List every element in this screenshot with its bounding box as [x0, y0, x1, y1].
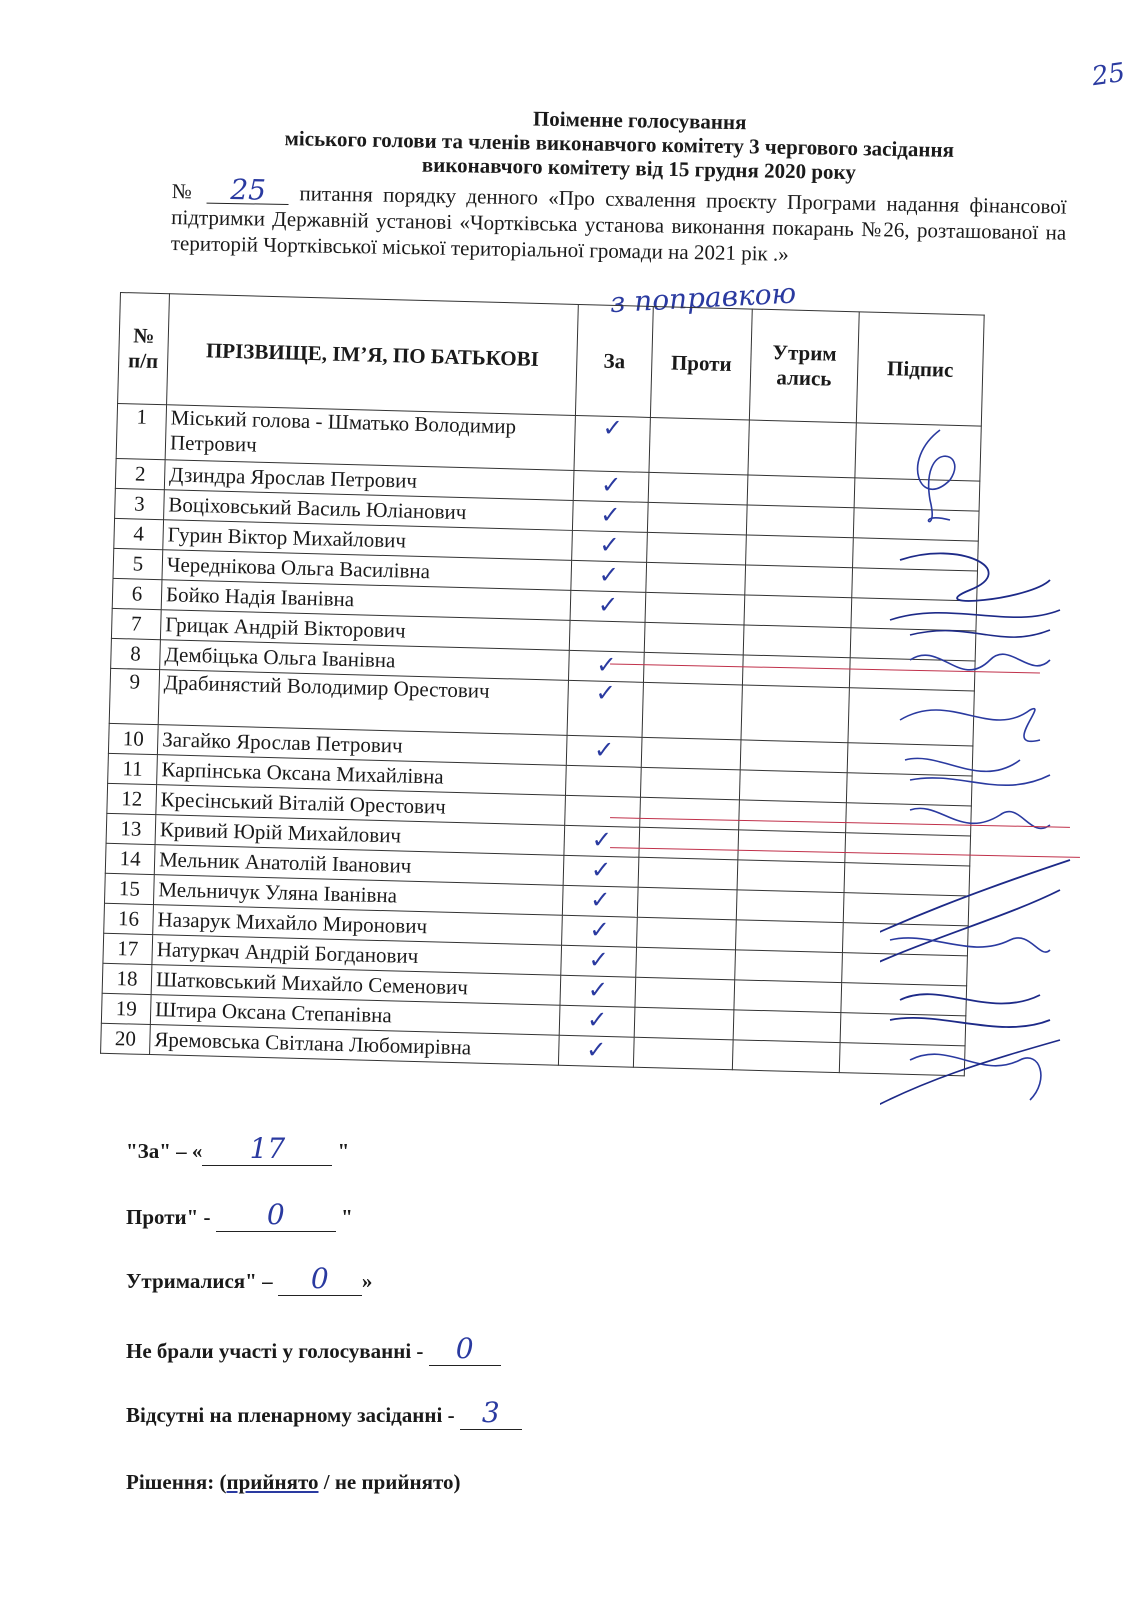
za-close: " — [337, 1139, 350, 1163]
row-utrymalys — [741, 685, 849, 743]
agenda-topic — [170, 173, 1067, 320]
row-name: Міський голова - Шматько Володимир Петрович — [165, 405, 575, 471]
row-za-check: ✓ — [574, 415, 650, 472]
table-body — [101, 403, 982, 1075]
row-za-check — [565, 795, 641, 827]
row-proty — [648, 472, 748, 505]
row-number: 20 — [101, 1023, 151, 1054]
document-header — [159, 100, 1080, 188]
row-za-check: ✓ — [571, 560, 647, 592]
row-za-check: ✓ — [566, 735, 642, 767]
row-za-check: ✓ — [572, 530, 648, 562]
number-prefix: № — [171, 178, 198, 204]
row-utrymalys — [740, 740, 848, 773]
handwritten-item-number: 25 — [207, 177, 289, 205]
row-utrymalys — [748, 420, 856, 478]
title-line-2: міського голови та членів виконавчого комітету 3 чергового засідання — [284, 126, 955, 162]
summary-rishennia — [126, 1470, 460, 1495]
handwritten-note: з поправкою — [609, 276, 797, 320]
row-proty — [637, 917, 737, 950]
proty-label: Проти" - — [126, 1205, 211, 1229]
utr-label: Утрималися" – — [126, 1269, 273, 1293]
row-number: 1 — [116, 403, 166, 459]
title-line-3: виконавчого комітету від 15 грудня 2020 року — [421, 152, 857, 185]
za-label: "За" – « — [126, 1139, 203, 1163]
row-proty — [634, 1007, 734, 1040]
row-name: Яремовська Світлана Любомирівна — [150, 1025, 560, 1066]
row-za-check: ✓ — [562, 885, 638, 917]
row-utrymalys — [739, 770, 847, 803]
row-number: 14 — [105, 843, 155, 874]
title-line-1: Поіменне голосування — [532, 106, 747, 135]
row-utrymalys — [734, 980, 842, 1013]
summary-ne-braly — [126, 1332, 501, 1366]
row-utrymalys — [733, 1010, 841, 1043]
row-name: Загайко Ярослав Петрович — [157, 725, 567, 766]
row-name: Кресінський Віталій Орестович — [156, 785, 566, 826]
row-utrymalys — [747, 475, 855, 508]
row-utrymalys — [743, 625, 851, 658]
rishennia-label: Рішення: ( — [126, 1470, 227, 1494]
row-name: Бойко Надія Іванівна — [161, 580, 571, 621]
row-number: 18 — [102, 963, 152, 994]
vote-table — [100, 292, 985, 1076]
vote-table-wrapper — [100, 292, 985, 1076]
row-number: 16 — [104, 903, 154, 934]
row-utrymalys — [737, 860, 845, 893]
row-number: 9 — [109, 668, 159, 724]
row-utrymalys — [736, 890, 844, 923]
row-za-check: ✓ — [563, 855, 639, 887]
row-proty — [639, 827, 739, 860]
row-number: 8 — [111, 638, 161, 669]
row-proty — [638, 857, 738, 890]
header-no: № п/п — [118, 293, 170, 405]
row-za-check: ✓ — [561, 945, 637, 977]
row-utrymalys — [739, 800, 847, 833]
row-name: Дзиндра Ярослав Петрович — [164, 460, 574, 501]
row-utrymalys — [735, 920, 843, 953]
row-number: 6 — [112, 578, 162, 609]
row-number: 10 — [108, 723, 158, 754]
row-name: Мельничук Уляна Іванівна — [153, 875, 563, 916]
ne-braly-value: 0 — [429, 1332, 501, 1366]
header-utrymalys: Утрим ались — [749, 309, 859, 423]
row-name: Воціховський Василь Юліанович — [164, 490, 574, 531]
row-proty — [640, 767, 740, 800]
row-name: Натуркач Андрій Богданович — [152, 935, 562, 976]
row-number: 5 — [113, 548, 163, 579]
row-utrymalys — [738, 830, 846, 863]
header-name: ПРІЗВИЩЕ, ІМ’Я, ПО БАТЬКОВІ — [167, 294, 579, 416]
topic-text: питання порядку денного «Про схвалення проєкту Програми надання фінансової підтримки Державній установі «Чортківська установа виконання покарань №26, розташованої на територій Чортківської міської територіальної громади на 2021 рік .» — [170, 181, 1067, 266]
row-proty — [649, 417, 749, 475]
proty-value: 0 — [216, 1198, 336, 1232]
row-name: Кривий Юрій Михайлович — [155, 815, 565, 856]
row-za-check: ✓ — [562, 915, 638, 947]
summary-za — [126, 1132, 349, 1166]
row-name: Карпінська Оксана Михайлівна — [157, 755, 567, 796]
row-za-check — [569, 620, 645, 652]
summary-vidsutni — [126, 1396, 522, 1430]
row-proty — [645, 592, 745, 625]
row-name: Грицак Андрій Вікторович — [160, 610, 570, 651]
row-proty — [633, 1037, 733, 1070]
row-name: Назарук Михайло Миронович — [153, 905, 563, 946]
row-utrymalys — [742, 655, 850, 688]
za-value: 17 — [202, 1132, 332, 1166]
row-number: 2 — [115, 458, 165, 489]
row-proty — [647, 532, 747, 565]
header-pidpys: Підпис — [856, 312, 984, 426]
row-za-check: ✓ — [572, 500, 648, 532]
row-za-check: ✓ — [573, 470, 649, 502]
row-utrymalys — [746, 505, 854, 538]
row-utrymalys — [744, 595, 852, 628]
row-proty — [642, 682, 742, 740]
summary-utrymalys — [126, 1262, 372, 1296]
vidsutni-label: Відсутні на пленарному засіданні - — [126, 1403, 455, 1427]
row-name: Гурин Віктор Михайлович — [163, 520, 573, 561]
header-proty: Проти — [650, 306, 752, 420]
row-proty — [641, 737, 741, 770]
vidsutni-value: 3 — [460, 1396, 522, 1430]
row-name: Шатковський Михайло Семенович — [151, 965, 561, 1006]
proty-close: " — [341, 1205, 353, 1229]
row-name: Штира Оксана Степанівна — [150, 995, 560, 1036]
row-number: 7 — [111, 608, 161, 639]
row-proty — [647, 502, 747, 535]
row-za-check: ✓ — [559, 1005, 635, 1037]
row-name: Череднікова Ольга Василівна — [162, 550, 572, 591]
ne-braly-label: Не брали участі у голосуванні - — [126, 1339, 424, 1363]
rishennia-accepted: прийнято — [226, 1470, 319, 1494]
summary-proty — [126, 1198, 353, 1232]
row-za-check: ✓ — [570, 590, 646, 622]
row-utrymalys — [732, 1040, 840, 1073]
row-number: 19 — [101, 993, 151, 1024]
row-number: 4 — [114, 518, 164, 549]
row-proty — [643, 652, 743, 685]
row-name: Дембіцька Ольга Іванівна — [160, 640, 570, 681]
row-za-check: ✓ — [564, 825, 640, 857]
row-number: 12 — [107, 783, 157, 814]
row-za-check: ✓ — [560, 975, 636, 1007]
row-proty — [644, 622, 744, 655]
rishennia-rest: / не прийнято) — [318, 1470, 461, 1494]
page-number: 25 — [1090, 57, 1128, 93]
row-proty — [637, 887, 737, 920]
row-number: 15 — [104, 873, 154, 904]
row-za-check: ✓ — [558, 1035, 634, 1067]
header-za: За — [575, 305, 653, 418]
row-proty — [646, 562, 746, 595]
utr-value: 0 — [278, 1262, 362, 1296]
row-za-check: ✓ — [568, 650, 644, 682]
row-utrymalys — [746, 535, 854, 568]
row-proty — [640, 797, 740, 830]
row-number: 17 — [103, 933, 153, 964]
row-number: 13 — [106, 813, 156, 844]
row-number: 3 — [115, 488, 165, 519]
row-utrymalys — [745, 565, 853, 598]
utr-close: » — [361, 1269, 373, 1293]
row-utrymalys — [735, 950, 843, 983]
signature-scribbles — [880, 420, 1080, 1140]
row-name: Мельник Анатолій Іванович — [154, 845, 564, 886]
row-name: Драбинястий Володимир Орестович — [158, 670, 568, 736]
row-proty — [636, 947, 736, 980]
row-za-check: ✓ — [567, 680, 643, 737]
row-proty — [635, 977, 735, 1010]
row-za-check — [565, 765, 641, 797]
row-number: 11 — [108, 753, 158, 784]
